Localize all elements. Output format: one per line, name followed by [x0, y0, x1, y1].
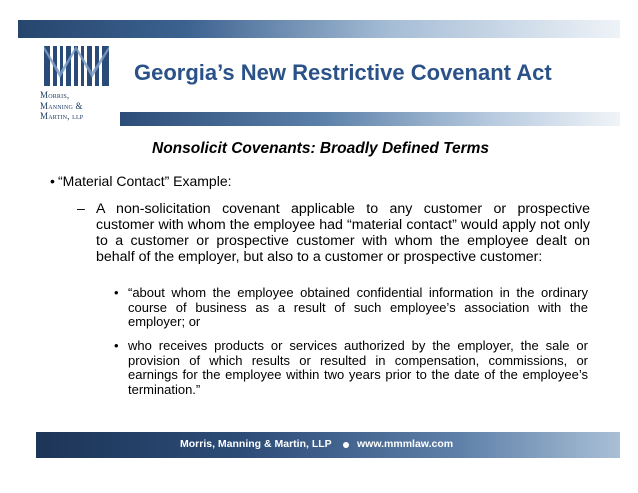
slide-title: Georgia’s New Restrictive Covenant Act [134, 60, 552, 85]
bullet-icon: • [114, 338, 119, 353]
dash-icon: – [77, 201, 85, 217]
title-underline-bar [120, 112, 620, 126]
footer-separator-dot [343, 442, 349, 448]
bullet-level2-text: A non-solicitation covenant applicable to any customer or prospective customer with whom the employee had “material contact” would apply not only to a customer or prospective customer with whom the employee dealt on behalf of the employer, but also to a customer or prospective customer: [96, 201, 590, 265]
bullet-icon: • [50, 173, 55, 189]
bullet-level3-item [114, 285, 588, 330]
bullet-level2 [77, 201, 590, 265]
slide-subtitle: Nonsolicit Covenants: Broadly Defined Terms [152, 140, 490, 157]
bullet-icon: • [114, 285, 119, 300]
mm-logo-icon [42, 42, 114, 88]
footer-firm-name: Morris, Manning & Martin, LLP [180, 438, 332, 450]
bullet-level3-text: “about whom the employee obtained confidential information in the ordinary course of business as a result of such employee’s association with the employer; or [128, 285, 588, 330]
bullet-level1-text: “Material Contact” Example: [58, 173, 232, 189]
bullet-level1 [50, 173, 598, 189]
firm-logo [36, 40, 120, 134]
logo-firm-name: Morris, Manning & Martin, llp [40, 90, 84, 121]
footer-website-link[interactable]: www.mmmlaw.com [357, 438, 454, 450]
bullet-level3-text: who receives products or services authorized by the employer, the sale or provision of which results or resulted in compensation, commissions, or earnings for the employee within two years prior to the date of the employee’s termination.” [128, 338, 588, 397]
bullet-level3-item [114, 338, 588, 397]
top-banner-bar [18, 20, 620, 38]
